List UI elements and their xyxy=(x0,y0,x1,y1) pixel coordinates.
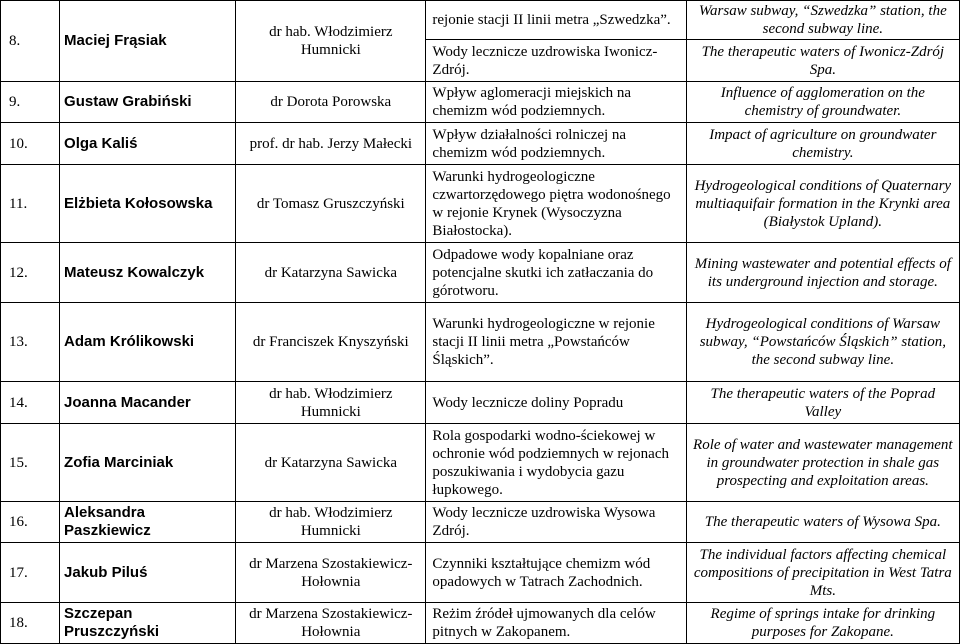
student-name: Elżbieta Kołosowska xyxy=(60,165,236,243)
title-english: Hydrogeological conditions of Warsaw subway, “Powstańców Śląskich” station, the second subway line. xyxy=(686,303,959,382)
row-number: 18. xyxy=(1,603,60,644)
supervisor-name: dr hab. Włodzimierz Humnicki xyxy=(236,1,426,82)
table-row xyxy=(1,543,960,603)
row-number: 13. xyxy=(1,303,60,382)
row-number: 9. xyxy=(1,82,60,123)
title-english: The individual factors affecting chemical compositions of precipitation in West Tatra Mts. xyxy=(686,543,959,603)
title-english: Role of water and wastewater management in groundwater protection in shale gas prospecting and exploitation areas. xyxy=(686,424,959,502)
title-polish: Wody lecznicze uzdrowiska Iwonicz-Zdrój. xyxy=(426,40,686,82)
row-number: 15. xyxy=(1,424,60,502)
table-row xyxy=(1,82,960,123)
title-polish: Warunki hydrogeologiczne czwartorzędowego piętra wodonośnego w rejonie Krynek (Wysoczyzna Białostocka). xyxy=(426,165,686,243)
supervisor-name: dr Dorota Porowska xyxy=(236,82,426,123)
title-polish: Wody lecznicze doliny Popradu xyxy=(426,382,686,424)
student-name: Jakub Piluś xyxy=(60,543,236,603)
title-english: The therapeutic waters of Wysowa Spa. xyxy=(686,502,959,543)
table-row xyxy=(1,303,960,382)
supervisor-name: dr hab. Włodzimierz Humnicki xyxy=(236,502,426,543)
title-polish: Wody lecznicze uzdrowiska Wysowa Zdrój. xyxy=(426,502,686,543)
title-polish: Warunki hydrogeologiczne w rejonie stacji II linii metra „Powstańców Śląskich”. xyxy=(426,303,686,382)
student-name: Mateusz Kowalczyk xyxy=(60,243,236,303)
row-number: 8. xyxy=(1,1,60,82)
table-row xyxy=(1,123,960,165)
student-name: Szczepan Pruszczyński xyxy=(60,603,236,644)
row-number: 10. xyxy=(1,123,60,165)
table-row xyxy=(1,382,960,424)
table-row xyxy=(1,165,960,243)
table-row xyxy=(1,243,960,303)
title-polish: Rola gospodarki wodno-ściekowej w ochronie wód podziemnych w rejonach poszukiwania i wydobycia gazu łupkowego. xyxy=(426,424,686,502)
title-english: Warsaw subway, “Szwedzka” station, the second subway line. xyxy=(686,1,959,40)
title-polish: Wpływ aglomeracji miejskich na chemizm wód podziemnych. xyxy=(426,82,686,123)
title-english: Hydrogeological conditions of Quaternary multiaquifair formation in the Krynki area (Białystok Upland). xyxy=(686,165,959,243)
row-number: 11. xyxy=(1,165,60,243)
row-number: 17. xyxy=(1,543,60,603)
student-name: Aleksandra Paszkiewicz xyxy=(60,502,236,543)
title-english: Influence of agglomeration on the chemistry of groundwater. xyxy=(686,82,959,123)
table-row xyxy=(1,424,960,502)
student-name: Maciej Frąsiak xyxy=(60,1,236,82)
thesis-table-body xyxy=(1,1,960,644)
title-polish: Wpływ działalności rolniczej na chemizm wód podziemnych. xyxy=(426,123,686,165)
student-name: Zofia Marciniak xyxy=(60,424,236,502)
supervisor-name: dr hab. Włodzimierz Humnicki xyxy=(236,382,426,424)
table-row xyxy=(1,1,960,40)
title-english: The therapeutic waters of Iwonicz-Zdrój Spa. xyxy=(686,40,959,82)
table-row xyxy=(1,603,960,644)
supervisor-name: dr Marzena Szostakiewicz-Hołownia xyxy=(236,603,426,644)
supervisor-name: prof. dr hab. Jerzy Małecki xyxy=(236,123,426,165)
row-number: 14. xyxy=(1,382,60,424)
title-polish: rejonie stacji II linii metra „Szwedzka”. xyxy=(426,1,686,40)
row-number: 16. xyxy=(1,502,60,543)
title-polish: Czynniki kształtujące chemizm wód opadowych w Tatrach Zachodnich. xyxy=(426,543,686,603)
supervisor-name: dr Franciszek Knyszyński xyxy=(236,303,426,382)
student-name: Adam Królikowski xyxy=(60,303,236,382)
supervisor-name: dr Marzena Szostakiewicz-Hołownia xyxy=(236,543,426,603)
title-polish: Reżim źródeł ujmowanych dla celów pitnych w Zakopanem. xyxy=(426,603,686,644)
title-english: Impact of agriculture on groundwater chemistry. xyxy=(686,123,959,165)
title-english: Mining wastewater and potential effects of its underground injection and storage. xyxy=(686,243,959,303)
title-english: Regime of springs intake for drinking purposes for Zakopane. xyxy=(686,603,959,644)
student-name: Joanna Macander xyxy=(60,382,236,424)
supervisor-name: dr Tomasz Gruszczyński xyxy=(236,165,426,243)
title-polish: Odpadowe wody kopalniane oraz potencjalne skutki ich zatłaczania do górotworu. xyxy=(426,243,686,303)
table-row xyxy=(1,502,960,543)
supervisor-name: dr Katarzyna Sawicka xyxy=(236,424,426,502)
title-english: The therapeutic waters of the Poprad Valley xyxy=(686,382,959,424)
student-name: Gustaw Grabiński xyxy=(60,82,236,123)
row-number: 12. xyxy=(1,243,60,303)
supervisor-name: dr Katarzyna Sawicka xyxy=(236,243,426,303)
student-name: Olga Kaliś xyxy=(60,123,236,165)
